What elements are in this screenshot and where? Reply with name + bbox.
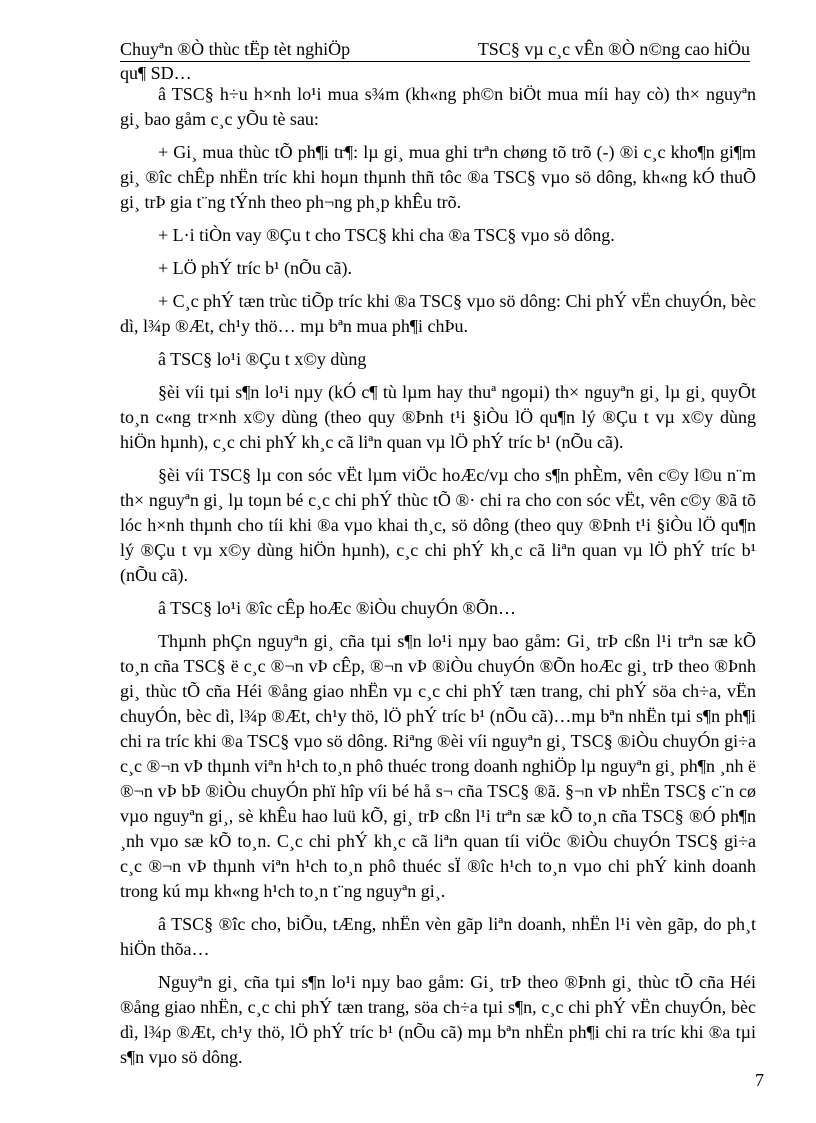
paragraph-6: â TSC§ lo¹i ®Çu t x©y dùng	[158, 349, 367, 369]
paragraph-5: + C¸c phÝ tæn trùc tiÕp tríc khi ®a TSC§ vµo sö dông: Chi phÝ vËn chuyÓn, bèc dì, l¾p ®Æt, ch¹y thö… mµ bªn mua ph¶i chÞu.	[120, 291, 756, 336]
paragraph-11: â TSC§ ®îc cho, biÕu, tÆng, nhËn vèn gãp liªn doanh, nhËn l¹i vèn gãp, do ph¸t hiÖn thõa…	[120, 914, 756, 959]
paragraph-3: + L·i tiÒn vay ®Çu t cho TSC§ khi cha ®a TSC§ vµo sö dông.	[158, 225, 615, 245]
document-body	[120, 82, 756, 1078]
page-number: 7	[755, 1070, 764, 1090]
header-left-text: Chuyªn ®Ò thùc tËp tèt nghiÖp	[120, 39, 351, 59]
paragraph-10: Thµnh phÇn nguyªn gi¸ cña tµi s¶n lo¹i nµy bao gåm: Gi¸ trÞ cßn l¹i trªn sæ kÕ to¸n cña TSC§ ë c¸c ®¬n vÞ cÊp, ®¬n vÞ ®iÒu chuyÓn ®Õn hoÆc gi¸ trÞ theo ®Þnh gi¸ thùc tÕ cña Héi ®ång giao nhËn vµ c¸c chi phÝ tæn trang, chi phÝ söa ch÷a, vËn chuyÓn, bèc dì, l¾p ®Æt, ch¹y thö, lÖ phÝ tríc b¹ (nÕu cã)…mµ bªn nhËn tµi s¶n ph¶i chi ra tríc khi ®a TSC§ vµo sö dông. Riªng ®èi víi nguyªn gi¸ TSC§ ®iÒu chuyÓn gi÷a c¸c ®¬n vÞ thµnh viªn h¹ch to¸n phô thuéc trong doanh nghiÖp lµ nguyªn gi¸ ph¶n ¸nh ë ®¬n vÞ bÞ ®iÒu chuyÓn phï hîp víi bé hå s¬ cña TSC§ ®ã. §¬n vÞ nhËn TSC§ c¨n cø vµo nguyªn gi¸, sè khÊu hao luü kÕ, gi¸ trÞ cßn l¹i trªn sæ kÕ to¸n cña TSC§ ®Ó ph¶n ¸nh vµo sæ kÕ to¸n. C¸c chi phÝ kh¸c cã liªn quan tíi viÖc ®iÒu chuyÓn TSC§ gi÷a c¸c ®¬n vÞ thµnh viªn h¹ch to¸n phô thuéc sÏ ®îc h¹ch to¸n vµo chi phÝ kinh doanh trong kú mµ kh«ng h¹ch to¸n t¨ng nguyªn gi¸.	[120, 631, 756, 901]
paragraph-4: + LÖ phÝ tríc b¹ (nÕu cã).	[158, 258, 352, 278]
paragraph-9: â TSC§ lo¹i ®îc cÊp hoÆc ®iÒu chuyÓn ®Õn…	[158, 598, 517, 618]
page-header	[120, 38, 750, 84]
paragraph-7: §èi víi tµi s¶n lo¹i nµy (kÓ c¶ tù lµm hay thuª ngoµi) th× nguyªn gi¸ lµ gi¸ quyÕt to¸n c«ng tr×nh x©y dùng (theo quy ®Þnh t¹i §iÒu lÖ qu¶n lý ®Çu t vµ x©y dùng hiÖn hµnh), c¸c chi phÝ kh¸c cã liªn quan vµ lÖ phÝ tríc b¹ (nÕu cã).	[120, 382, 756, 452]
header-continuation: qu¶ SD…	[120, 63, 192, 83]
header-row	[120, 38, 750, 62]
paragraph-8: §èi víi TSC§ lµ con sóc vËt lµm viÖc hoÆc/vµ cho s¶n phÈm, vên c©y l©u n¨m th× nguyªn gi¸ lµ toµn bé c¸c chi phÝ thùc tÕ ®· chi ra cho con sóc vËt, vên c©y ®ã tõ lóc h×nh thµnh cho tíi khi ®a vµo khai th¸c, sö dông (theo quy ®Þnh t¹i §iÒu lÖ qu¶n lý ®Çu t vµ x©y dùng hiÖn hµnh), c¸c chi phÝ kh¸c cã liªn quan vµ lÖ phÝ tríc b¹ (nÕu cã).	[120, 465, 756, 585]
header-right-text: TSC§ vµ c¸c vÊn ®Ò n©ng cao hiÖu	[477, 39, 750, 59]
paragraph-1: â TSC§ h÷u h×nh lo¹i mua s¾m (kh«ng ph©n biÖt mua míi hay cò) th× nguyªn gi¸ bao gåm c¸c yÕu tè sau:	[120, 84, 756, 129]
paragraph-2: + Gi¸ mua thùc tÕ ph¶i tr¶: lµ gi¸ mua ghi trªn chøng tõ trõ (-) ®i c¸c kho¶n gi¶m gi¸ ®îc chÊp nhËn tríc khi hoµn thµnh thñ tôc ®a TSC§ vµo sö dông, kh«ng kÓ thuÕ gi¸ trÞ gia t¨ng tÝnh theo ph¬ng ph¸p khÊu trõ.	[120, 142, 756, 212]
paragraph-12: Nguyªn gi¸ cña tµi s¶n lo¹i nµy bao gåm: Gi¸ trÞ theo ®Þnh gi¸ thùc tÕ cña Héi ®ång giao nhËn, c¸c chi phÝ tæn trang, söa ch÷a tµi s¶n, c¸c chi phÝ vËn chuyÓn, bèc dì, l¾p ®Æt, ch¹y thö, lÖ phÝ tríc b¹ (nÕu cã) mµ bªn nhËn ph¶i chi ra tríc khi ®a tµi s¶n vµo sö dông.	[120, 972, 756, 1067]
